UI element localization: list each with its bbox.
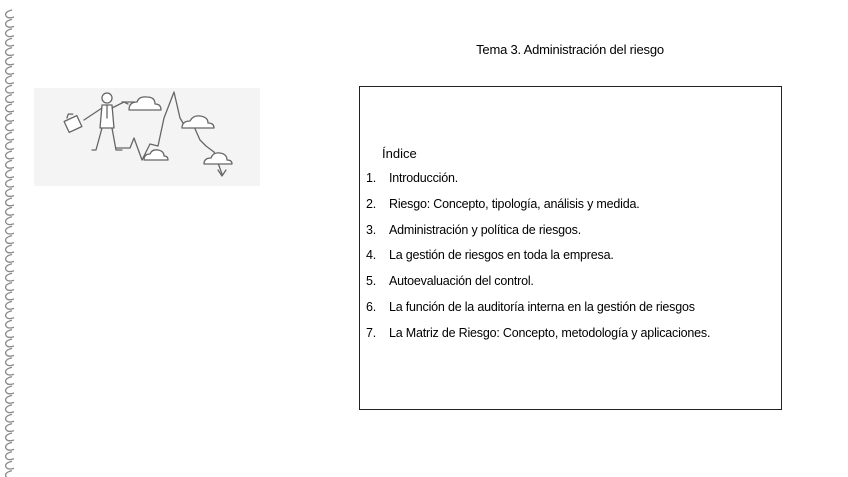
businessman-illustration: [34, 88, 260, 186]
page-title: Tema 3. Administración del riesgo: [476, 42, 664, 57]
item-number: 6.: [366, 299, 377, 314]
item-number: 4.: [366, 248, 377, 263]
index-list: [366, 171, 710, 352]
item-number: 5.: [366, 274, 377, 289]
item-number: 3.: [366, 222, 377, 237]
list-item: [366, 248, 710, 274]
list-item: [366, 274, 710, 300]
list-item: [366, 300, 710, 326]
index-box: [359, 86, 782, 410]
index-heading: Índice: [382, 146, 417, 161]
item-number: 1.: [366, 171, 377, 185]
item-label: La Matriz de Riesgo: Concepto, metodología y aplicaciones.: [389, 325, 711, 340]
spiral-binding-icon: [0, 0, 22, 477]
item-number: 2.: [366, 196, 377, 211]
list-item: [366, 171, 710, 197]
item-label: Autoevaluación del control.: [389, 274, 534, 289]
item-label: Riesgo: Concepto, tipología, análisis y medida.: [389, 196, 640, 211]
list-item: [366, 197, 710, 223]
businessman-chart-icon: [34, 88, 260, 186]
item-label: La gestión de riesgos en toda la empresa.: [389, 248, 614, 263]
list-item: [366, 326, 710, 352]
list-item: [366, 223, 710, 249]
item-number: 7.: [366, 325, 377, 340]
item-label: La función de la auditoría interna en la gestión de riesgos: [389, 299, 695, 314]
item-label: Introducción.: [389, 171, 458, 185]
item-label: Administración y política de riesgos.: [389, 222, 581, 237]
